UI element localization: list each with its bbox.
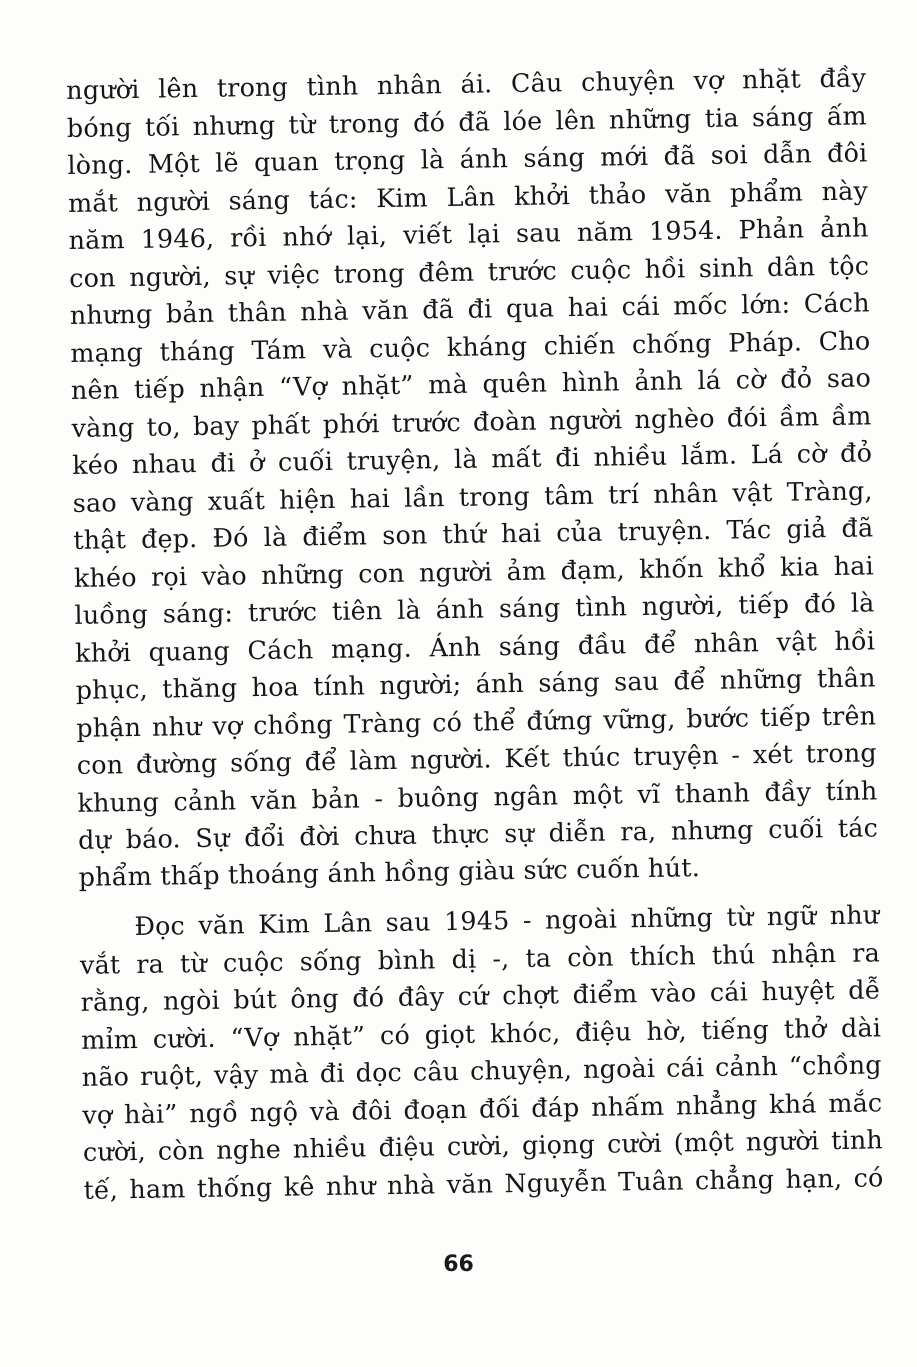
text-line: phận như vợ chồng Tràng có thể đứng vững, bước tiếp trên [76, 699, 877, 743]
text-line: nhưng bản thân nhà văn đã đi qua hai cái mốc lớn: Cách [69, 287, 870, 330]
text-line: bóng tối nhưng từ trong đó đã lóe lên những tia sáng ấm [66, 99, 868, 143]
text-line: con người, sự việc trong đêm trước cuộc hồi sinh dân tộc [68, 249, 870, 293]
text-line: người lên trong tình nhân ái. Câu chuyện vợ nhặt đầy [66, 62, 867, 105]
text-line: tế, ham thống kê như nhà văn Nguyễn Tuân chẳng hạn, có [83, 1161, 884, 1205]
text-line: vợ hài” ngồ ngộ và đôi đoạn đối đáp nhấm nhẳng khá mắc [82, 1086, 883, 1130]
paragraph-1 [66, 59, 879, 896]
text-line: luồng sáng: trước tiên là ánh sáng tình người, tiếp đó là [74, 587, 875, 630]
text-line: mỉm cười. “Vợ nhặt” có giọt khóc, điệu hờ, tiếng thở dài [80, 1011, 882, 1055]
text-line: phẩm thấp thoáng ánh hồng giàu sức cuốn hút. [78, 852, 701, 893]
paragraph-2 [79, 896, 884, 1209]
body-text [66, 59, 884, 1208]
text-line: mạng tháng Tám và cuộc kháng chiến chống Pháp. Cho [70, 324, 871, 368]
text-line: vàng to, bay phất phới trước đoàn người nghèo đói ầm ầm [71, 399, 872, 443]
text-line: dự báo. Sự đổi đời chưa thực sự diễn ra, nhưng cuối tác [77, 812, 879, 855]
text-line: nên tiếp nhận “Vợ nhặt” mà quên hình ảnh lá cờ đỏ sao [70, 362, 872, 405]
text-line: kéo nhau đi ở cuối truyện, là mất đi nhiều lắm. Lá cờ đỏ [71, 437, 873, 480]
text-line: lòng. Một lẽ quan trọng là ánh sáng mới đã soi dẫn đôi [67, 137, 868, 180]
text-line: năm 1946, rồi nhớ lại, viết lại sau năm 1954. Phản ảnh [68, 212, 869, 255]
text-line: mắt người sáng tác: Kim Lân khởi thảo văn phẩm này [67, 174, 869, 218]
text-line: phục, thăng hoa tính người; ánh sáng sau để những thân [75, 662, 876, 705]
text-line: vắt ra từ cuộc sống bình dị -, ta còn thích thú nhận ra [79, 936, 881, 980]
page-number: 66 [443, 1252, 474, 1277]
text-line: con đường sống để làm người. Kết thúc truyện - xét trong [76, 737, 878, 780]
text-line: thật đẹp. Đó là điểm son thứ hai của truyện. Tác giả đã [73, 512, 874, 555]
text-line: Đọc văn Kim Lân sau 1945 - ngoài những từ ngữ như [134, 899, 880, 942]
text-line: não ruột, vậy mà đi dọc câu chuyện, ngoài cái cảnh “chồng [81, 1049, 882, 1092]
text-line: khéo rọi vào những con người ảm đạm, khốn khổ kia hai [73, 549, 875, 593]
text-line: khởi quang Cách mạng. Ánh sáng đầu để nhân vật hồi [74, 624, 876, 668]
text-line: cười, còn nghe nhiều điệu cười, giọng cười (một người tinh [82, 1124, 884, 1167]
text-line: sao vàng xuất hiện hai lần trong tâm trí nhân vật Tràng, [72, 474, 873, 518]
text-line: khung cảnh văn bản - buông ngân một vĩ thanh đầy tính [77, 774, 878, 818]
text-line: rằng, ngòi bút ông đó đây cứ chợt điểm vào cái huyệt dễ [80, 974, 881, 1017]
